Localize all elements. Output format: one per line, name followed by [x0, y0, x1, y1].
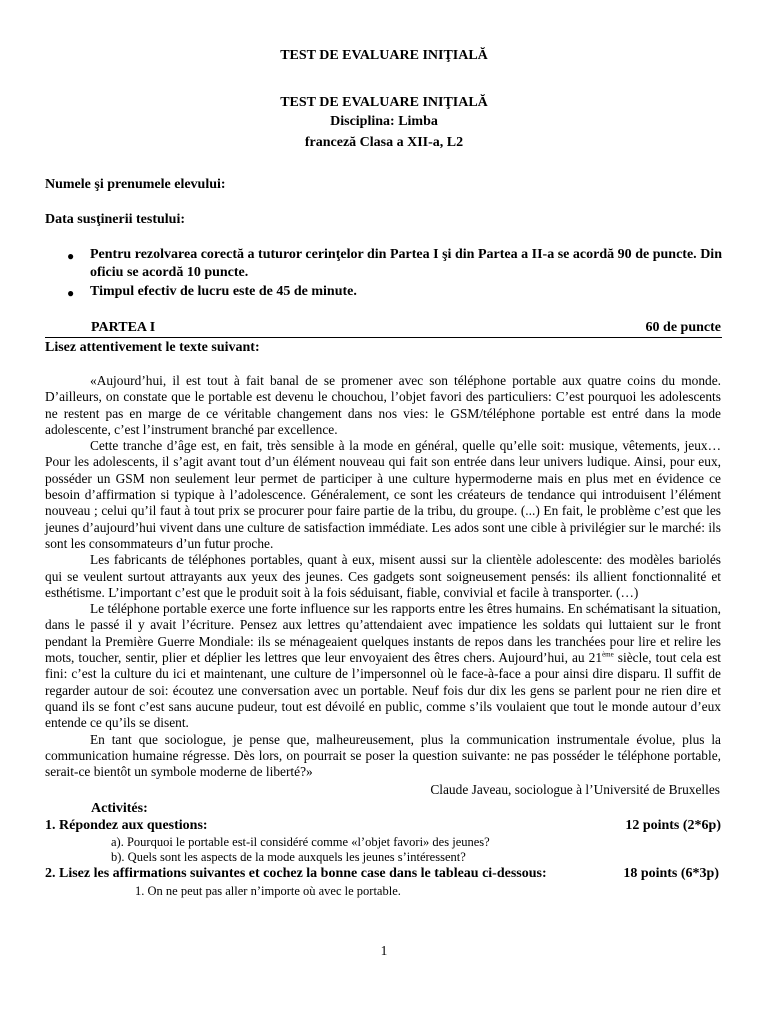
- question-1a: a). Pourquoi le portable est-il considéré comme «l’objet favori» des jeunes?: [111, 835, 490, 849]
- instruction-item: Timpul efectiv de lucru este de 45 de minute.: [90, 284, 357, 299]
- part1-prompt: Lisez attentivement le texte suivant:: [45, 340, 260, 355]
- top-title: TEST DE EVALUARE INIŢIALĂ: [280, 48, 488, 63]
- superscript: ème: [602, 650, 614, 659]
- text-segment: Le téléphone portable exerce une forte influence sur les rapports entre les êtres humains. En schématisant la situation, dans le passé il y avait l’écriture. Pensez aux lettres qu’attendaient avec impatience les soldats qui luttaient sur le front pendant la Première Guerre Mondiale: ils se ménageaient quelques instants de repos dans les tranchées pour lire et relire les mots, toucher, sentir, plier et déplier les lettres que leur envoyaient des êtres chers. Aujourd’hui, au 21: [45, 601, 721, 666]
- text-paragraph: [45, 601, 721, 731]
- bullet-icon: ●: [67, 249, 75, 263]
- text-paragraph: Cette tranche d’âge est, en fait, très sensible à la mode en général, quelle qu’elle soit: musique, vêtements, jeux… Pour les adolescents, il s’agit avant tout d’un élément nouveau qui fait son entrée dans leur univers ludique. Ainsi, pour eux, posséder un GSM non seulement leur permet de participer à une culture hypermoderne mais en plus met en évidence ce besoin d’affirmation si typique à l’adolescence. Généralement, ce sont les créateurs de tendance qui introduisent l’élément nouveau ; celui qu’il faut à tout prix se procurer pour faire partie de la tribu, du groupe. (...) En fait, le problème c’est que les jeunes d’aujourd’hui vivent dans une culture de satisfaction immédiate. Les ados sont une cible à privilégier sur le marché: ils sont les consommateurs d’un futur proche.: [45, 438, 721, 551]
- text-segment: siècle, tout cela est fini: c’est la culture du ici et maintenant, une culture de l’impersonnel où le face-à-face a pour ainsi dire disparu. Il suffit de regarder autour de soi: écoutez une conversation avec un portable. Neuf fois dur dix les gens se parlent pour ne rien dire et quand ils se font c’est sans aucune pudeur, tout est dévoilé en public, comme s’ils voulaient que tout le monde autour d’eux entende ce qu’ils se disent.: [45, 650, 721, 731]
- question-1-points: 12 points (2*6p): [625, 818, 721, 833]
- test-title: TEST DE EVALUARE INIŢIALĂ: [280, 95, 488, 110]
- page-number: 1: [380, 943, 388, 958]
- question-2-item: 1. On ne peut pas aller n’importe où avec le portable.: [135, 884, 401, 898]
- text-paragraph: Les fabricants de téléphones portables, quant à eux, misent aussi sur la clientèle adolescente: des modèles bariolés qui se veulent surtout attrayants aux yeux des jeunes. Ces gadgets sont soigneusement pensés: ils allient fonctionnalité et esthétisme. L’important c’est que le produit soit à la fois séduisant, fiable, convivial et facile à transporter. (…): [45, 552, 721, 600]
- author-attribution: Claude Javeau, sociologue à l’Université de Bruxelles: [430, 782, 720, 797]
- text-paragraph: «Aujourd’hui, il est tout à fait banal de se promener avec son téléphone portable aux quatre coins du monde. D’ailleurs, on constate que le portable est devenu le chouchou, l’objet favori des particuliers: C’est pourquoi les adolescents ne restent pas en marge de ce véritable changement dans nos vies: le GSM/téléphone portable est entré dans la mode adolescente, c’est l’instrument branché par excellence.: [45, 373, 721, 437]
- student-name-label: Numele şi prenumele elevului:: [45, 177, 226, 192]
- question-2-title: 2. Lisez les affirmations suivantes et cochez la bonne case dans le tableau ci-dessous:: [45, 866, 547, 881]
- question-1-title: 1. Répondez aux questions:: [45, 818, 208, 833]
- class-line: franceză Clasa a XII-a, L2: [304, 135, 464, 150]
- divider: [45, 337, 722, 338]
- reading-text: [45, 373, 721, 780]
- text-paragraph: En tant que sociologue, je pense que, malheureusement, plus la communication instrumentale évolue, plus la communication humaine régresse. Dès lors, on pourrait se poser la question suivante: ne pas posséder le téléphone portable, serait-ce bientôt un symbole moderne de liberté?»: [45, 731, 721, 780]
- bullet-icon: ●: [67, 286, 75, 300]
- question-2-points: 18 points (6*3p): [623, 866, 719, 881]
- question-1b: b). Quels sont les aspects de la mode auxquels les jeunes s’intéressent?: [111, 850, 466, 864]
- activities-title: Activités:: [91, 801, 148, 816]
- instruction-item: Pentru rezolvarea corectă a tuturor cerinţelor din Partea I şi din Partea a II-a se acordă 90 de puncte. Din oficiu se acordă 10 puncte.: [90, 247, 722, 280]
- part1-points: 60 de puncte: [645, 320, 721, 335]
- part1-title: PARTEA I: [91, 320, 156, 335]
- discipline-line: Disciplina: Limba: [330, 114, 438, 129]
- test-date-label: Data susţinerii testului:: [45, 212, 185, 227]
